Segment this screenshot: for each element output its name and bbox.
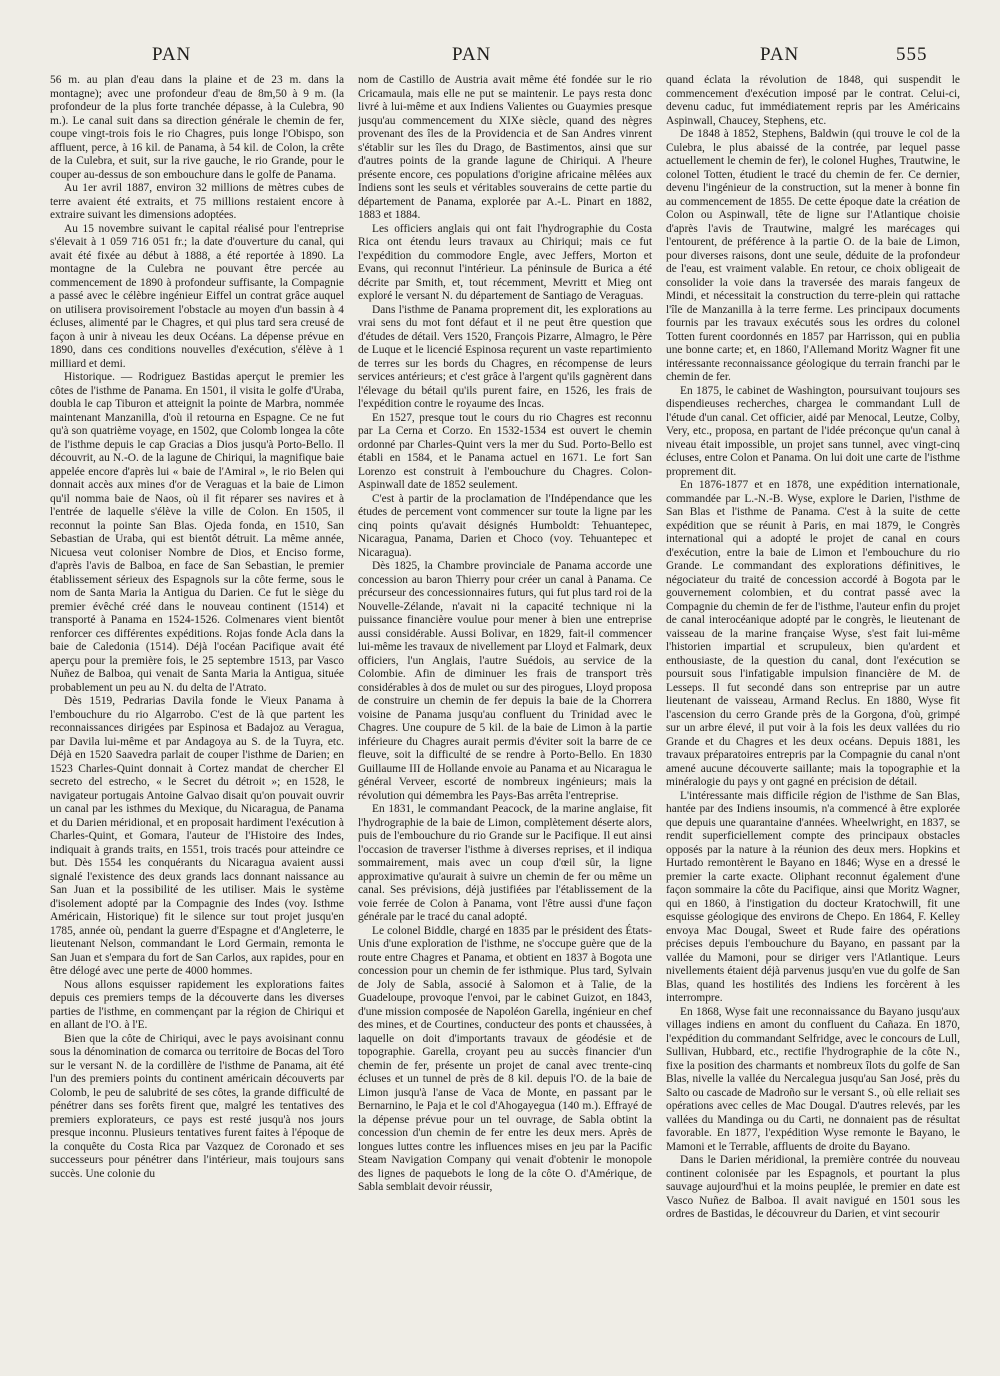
text-column-3 [666, 74, 960, 1364]
paragraph: En 1875, le cabinet de Washington, poursuivant toujours ses dispendieuses recherches, chargea le commandant Lull de l'étude d'un canal. Cet officier, aidé par Menocal, Leutze, Colby, Very, etc., proposa, en partant de l'idée préconçue qu'un canal à niveau était impossible, un projet sans tunnel, avec vingt-cinq écluses, entre Colon et Panama. On lui doit une carte de l'isthme proprement dit. [666, 384, 960, 478]
paragraph: En 1831, le commandant Peacock, de la marine anglaise, fit l'hydrographie de la baie de Limon, complètement déserte alors, puis de l'embouchure du rio Grande sur le Pacifique. Il eut ainsi l'occasion de traverser l'isthme à diverses reprises, et il indiqua sommairement, mais avec un coup d'œil sûr, la ligne approximative qu'aurait à suivre un chemin de fer ou même un canal. Ses prévisions, déjà justifiées par l'établissement de la voie ferrée de Colon à Panama, vont l'être aussi d'une façon générale par le tracé du canal adopté. [358, 803, 652, 923]
running-head-right: PAN [760, 44, 800, 65]
paragraph: Au 1er avril 1887, environ 32 millions de mètres cubes de terre avaient été extraits, et 75 millions restaient encore à extraire suivant les dimensions adoptées. [50, 182, 344, 221]
paragraph: En 1527, presque tout le cours du rio Chagres est reconnu par La Cerna et Corzo. En 1532-1534 est ouvert le chemin ordonné par Charles-Quint vers la mer du Sud. Porto-Bello est établi en 1584, et le Panama actuel en 1671. Le fort San Lorenzo est construit à l'embouchure du Chagres. Colon-Aspinwall date de 1852 seulement. [358, 411, 652, 491]
paragraph: En 1868, Wyse fait une reconnaissance du Bayano jusqu'aux villages indiens en amont du confluent du Cañaza. En 1870, l'expédition du commandant Selfridge, avec le concours de Lull, Sullivan, Hubbard, etc., rectifie l'hydrographie de la côte N., fixe la position des charmants et nombreux îlots du golfe de San Blas, nivelle la vallée du Nercalegua jusqu'au San José, près du Salto ou cascade de Madroño sur le versant S., où elle reliait ses opérations avec celles de Mac Dougal. D'autres relevés, par les vallées du Mandinga ou du Carti, ne donnaient pas de résultat favorable. En 1877, l'expédition Wyse remonte le Bayano, le Mamoni et le Terrable, affluents de droite du Bayano. [666, 1005, 960, 1153]
paragraph: C'est à partir de la proclamation de l'Indépendance que les études de percement vont commencer sur toute la ligne par les cinq points qu'avait désignés Humboldt: Tehuantepec, Nicaragua, Panama, Darien et Choco (voy. Tehuantepec et Nicaragua). [358, 492, 652, 559]
running-head-center: PAN [452, 44, 492, 65]
paragraph: Historique. — Rodriguez Bastidas aperçut le premier les côtes de l'isthme de Panama. En 1501, il visita le golfe d'Uraba, doubla le cap Tiburon et atteignit la pointe de Marbra, nommée maintenant Manzanilla, d'où il retourna en Espagne. Ce ne fut qu'à son quatrième voyage, en 1502, que Colomb longea la côte de l'isthme depuis le cap Gracias a Dios jusqu'à Porto-Bello. Il découvrit, au N.-O. de la lagune de Chiriqui, la magnifique baie appelée encore d'après lui « baie de l'Amiral », le rio Belen qui donnait accès aux mines d'or de Veraguas et la baie de Limon qu'il nomma baie de Naos, où il fit réparer ses navires et à l'entrée de laquelle s'élève la ville de Colon. En 1505, il reconnut la pointe San Blas. Ojeda fonda, en 1510, San Sebastian de Uraba, qui est bientôt détruit. La même année, Nicuesa veut coloniser Nombre de Dios, et Enciso forme, d'après l'avis de Balboa, en face de San Sebastian, le premier établissement sérieux des Espagnols sur la côte ferme, sous le nom de Santa Maria la Antigua du Darien. Ce fut le siège du premier évêché créé dans le nouveau continent (1514) et transporté à Panama en 1524-1526. Colmenares vient bientôt renforcer ces différentes expéditions. Rojas fonde Acla dans la baie de Caledonia (1514). Déjà l'océan Pacifique avait été aperçu pour la première fois, le 25 septembre 1513, par Vasco Nuñez de Balboa, qui venait de Santa Maria la Antigua, située probablement un peu au N. du delta de l'Atrato. [50, 371, 344, 694]
paragraph: Dans le Darien méridional, la première contrée du nouveau continent colonisée par les Espagnols, et pourtant la plus sauvage aujourd'hui et la moins peuplée, le premier en date est Vasco Nuñez de Balboa. Il avait navigué en 1501 sous les ordres de Bastidas, le découvreur du Darien, et vint secourir [666, 1154, 960, 1220]
paragraph: L'intéressante mais difficile région de l'isthme de San Blas, hantée par des Indiens insoumis, n'a commencé à être explorée que depuis une quarantaine d'années. Wheelwright, en 1837, se rendit superficiellement compte des principaux obstacles opposés par la nature à la réunion des deux mers. Hopkins et Hurtado remontèrent le Bayano en 1846; Wyse en a dressé le premier la carte exacte. Oliphant reconnut également d'une façon sommaire la côte du Pacifique, ainsi que Moritz Wagner, qui en 1860, à l'instigation du docteur Kratochwill, fit une esquisse géologique des environs de Chepo. En 1864, F. Kelley envoya Mac Dougal, Sweet et Rude faire des opérations précises depuis l'embouchure du Bayano, en passant par la vallée du Mamoni, pour se diriger vers l'Atlantique. Leurs nivellements étaient déjà parvenus jusqu'en vue du golfe de San Blas, quand les hostilités des Indiens les forcèrent à les interrompre. [666, 789, 960, 1004]
paragraph: Nous allons esquisser rapidement les explorations faites depuis ces premiers temps de la découverte dans les diverses parties de l'isthme, en commençant par la région de Chiriqui et en allant de l'O. à l'E. [50, 978, 344, 1031]
text-column-2 [358, 74, 652, 1364]
paragraph: Dès 1825, la Chambre provinciale de Panama accorde une concession au baron Thierry pour créer un canal à Panama. Ce précurseur des concessionnaires futurs, qui fut plus tard roi de la Nouvelle-Zélande, n'avait ni la capacité technique ni la puissance financière voulue pour mener à bien une entreprise aussi considérable. Aussi Bolivar, en 1829, fait-il commencer lui-même les travaux de nivellement par Lloyd et Falmark, deux officiers, l'un Anglais, l'autre Suédois, au service de la Colombie. Afin de diminuer les frais de transport très considérables à dos de mulet ou sur des pirogues, Lloyd proposa de construire un chemin de fer depuis la baie de la Chorrera voisine de Panama jusqu'au confluent du Trinidad avec le Chagres. Une coupure de 5 kil. de la baie de Limon à la partie inférieure du Chagres aurait permis d'éviter soit la barre de ce fleuve, soit la difficulté de se rendre à Porto-Bello. En 1830 Guillaume III de Hollande envoie au Panama et au Nicaragua le général Verveer, escorté de nombreux ingénieurs; mais la révolution qui démembra les Pays-Bas arrêta l'entreprise. [358, 560, 652, 802]
running-head-left: PAN [152, 44, 192, 65]
page-number: 555 [896, 44, 928, 65]
paragraph: Les officiers anglais qui ont fait l'hydrographie du Costa Rica ont étendu leurs travaux au Chiriqui; mais ce fut l'expédition du commodore Engle, avec Jeffers, Morton et Evans, qui reconnut l'intérieur. La péninsule de Burica a été décrite par Smith, et, tout récemment, Mevritt et Mieg ont exploré le versant N. du département de Santiago de Veraguas. [358, 222, 652, 302]
paragraph: Bien que la côte de Chiriqui, avec le pays avoisinant connu sous la dénomination de comarca ou territoire de Bocas del Toro sur le versant N. de la cordillère de l'isthme de Panama, ait été l'un des premiers points du continent américain découverts par Colomb, le peu de salubrité de ses côtes, la grande difficulté de pénétrer dans ses forêts firent que, malgré les tentatives des premiers explorateurs, ce pays est resté jusqu'à nos jours presque inconnu. Plusieurs tentatives furent faites à l'époque de la conquête du Costa Rica par Vazquez de Coronado et ses successeurs pour pénétrer dans l'intérieur, mais toujours sans succès. Une colonie du [50, 1032, 344, 1180]
text-column-1 [50, 74, 344, 1364]
paragraph: Dans l'isthme de Panama proprement dit, les explorations au vrai sens du mot font défaut et il ne peut être question que d'études de détail. Vers 1520, François Pizarre, Almagro, le Père de Luque et le licencié Espinosa reçurent un vaste repartimiento de terres sur les bords du Chagres, en récompense de leurs services antérieurs; et c'est grâce à l'argent qu'ils gagnèrent dans l'élevage du bétail qu'ils purent faire, en 1526, les frais de l'expédition contre le royaume des Incas. [358, 303, 652, 410]
running-head [0, 44, 1000, 68]
paragraph: quand éclata la révolution de 1848, qui suspendit le commencement d'exécution imposé par le contrat. Celui-ci, devenu caduc, fut immédiatement repris par les Américains Aspinwall, Chaucey, Stephens, etc. [666, 74, 960, 127]
paragraph: Dès 1519, Pedrarias Davila fonde le Vieux Panama à l'embouchure du rio Algarrobo. C'est de là que partent les reconnaissances dirigées par Espinosa et Badajoz au Veragua, par Davila lui-même et par Andagoya au S. de la Tuyra, etc. Déjà en 1520 Saavedra parlait de couper l'isthme de Darien; en 1523 Charles-Quint donnait à Cortez mandat de chercher El secreto del estrecho, « le Secret du détroit »; en 1528, le navigateur portugais Antoine Galvao disait qu'on pouvait ouvrir un canal par les isthmes du Mexique, du Nicaragua, de Panama et du Darien méridional, et en proposait hardiment l'exécution à Charles-Quint, et Gomara, l'auteur de l'Histoire des Indes, indiquait à grands traits, en 1551, trois tracés pour atteindre ce but. Dès 1554 les conquérants du Nicaragua avaient aussi signalé l'existence des deux grands lacs donnant naissance au San Juan et la possibilité de les utiliser. Mais le système d'isolement adopté par la Compagnie des Indes (voy. Isthme Américain, Historique) fit le silence sur tout projet jusqu'en 1785, année où, pendant la guerre d'Espagne et d'Angleterre, le lieutenant Nelson, commandant le Lord Germain, remonta le San Juan et s'empara du fort de San Carlos, aux rapides, pour en être délogé avec une perte de 4000 hommes. [50, 695, 344, 977]
paragraph: 56 m. au plan d'eau dans la plaine et de 23 m. dans la montagne); avec une profondeur d'eau de 8m,50 à 9 m. (la profondeur de la plus forte tranchée dépasse, à la Culebra, 90 m.). Le canal suit dans sa direction générale le chemin de fer, coupe vingt-trois fois le rio Chagres, puis longe l'Obispo, son affluent, perce, à 16 kil. de Panama, à 54 kil. de Colon, la crête de la Culebra, et suit, sur la rive gauche, le rio Grande, pour le couper au-dessus de son embouchure dans le golfe de Panama. [50, 74, 344, 181]
paragraph: De 1848 à 1852, Stephens, Baldwin (qui trouve le col de la Culebra, le plus abaissé de la contrée, par lequel passe actuellement le chemin de fer), le colonel Hughes, Trautwine, le colonel Totten, étudient le tracé du chemin de fer. Ce dernier, devenu l'ingénieur de la construction, sut la mener à bonne fin au commencement de 1855. De cette époque date la création de Colon ou Aspinwall, tête de ligne sur l'Atlantique choisie d'après l'avis de Trautwine, malgré les marécages qui l'entourent, de préférence à la partie O. de la baie de Limon, pour diverses raisons, dont une seule, déduite de la profondeur de l'eau, est vraiment valable. En retour, ce choix obligeait de consolider la voie dans la traversée des marais fangeux de Mindi, et nécessitait la construction du terre-plein qui rattache l'île de Manzanilla à la terre ferme. Les principaux documents fournis par les travaux exécutés sous les ordres du colonel Totten furent coordonnés en 1857 par Harrisson, qui en publia une bonne carte; et, en 1860, l'Allemand Moritz Wagner fit une intéressante reconnaissance géologique du terrain franchi par le chemin de fer. [666, 128, 960, 383]
paragraph: Le colonel Biddle, chargé en 1835 par le président des États-Unis d'une exploration de l'isthme, ne s'occupe guère que de la route entre Chagres et Panama, et obtient en 1837 à Bogota une concession pour un chemin de fer isthmique. Plus tard, Sylvain de Joly de Sabla, associé à Salomon et à Talie, de la Guadeloupe, provoque l'envoi, par le cabinet Guizot, en 1843, d'une mission composée de Napoléon Garella, ingénieur en chef des mines, et de Courtines, conducteur des ponts et chaussées, à laquelle on doit d'importants travaux de géodésie et de topographie. Garella, croyant peu au succès financier d'un chemin de fer, présente un projet de canal avec trente-cinq écluses et un tunnel de près de 8 kil. depuis l'O. de la baie de Limon jusqu'à l'anse de Vaca de Monte, en passant par le Bernarnino, le Paja et le col d'Ahogayegua (140 m.). Effrayé de la dépense prévue pour un tel ouvrage, de Sabla obtint la concession d'un chemin de fer entre les deux mers. Après de longues luttes contre les influences mises en jeu par la Pacific Steam Navigation Company qui venait d'obtenir le monopole des lignes de paquebots le long de la côte O. d'Amérique, de Sabla semblait devoir réussir, [358, 924, 652, 1193]
paragraph: Au 15 novembre suivant le capital réalisé pour l'entreprise s'élevait à 1 059 716 051 fr.; la date d'ouverture du canal, qui avait été fixée au début à 1888, a été reportée à 1890. La montagne de la Culebra ne pouvant être percée au commencement de 1890 à profondeur suffisante, la Compagnie a passé avec le célèbre ingénieur Eiffel un contrat grâce auquel on utilisera provisoirement l'obstacle au moyen d'un bassin à 4 écluses, alimenté par le Chagres, et qui plus tard sera creusé de façon à unir à niveau les deux Océans. La dépense prévue en 1890, dans ces conditions nouvelles d'exécution, s'élève à 1 milliard et demi. [50, 222, 344, 370]
paragraph: En 1876-1877 et en 1878, une expédition internationale, commandée par L.-N.-B. Wyse, explore le Darien, l'isthme de San Blas et l'isthme de Panama. C'est à la suite de cette expédition que se réunit à Paris, en mai 1879, le Congrès international qui a adopté le projet de canal en cours d'exécution, entre la baie de Limon et l'embouchure du rio Grande. Le commandant des explorations définitives, le négociateur du traité de concession accordé à Bogota par le gouvernement colombien, et du contrat passé avec la Compagnie du chemin de fer de l'isthme, l'auteur enfin du projet de canal interocéanique adopté par le congrès, le lieutenant de vaisseau de la marine française Wyse, s'est fait lui-même l'historien impartial et scrupuleux, bien qu'ardent et enthousiaste, de la question du canal, dont l'exécution se poursuit sous l'infatigable impulsion financière de M. de Lesseps. Il fut secondé dans son entreprise par un autre lieutenant de vaisseau, Armand Reclus. En 1880, Wyse fit l'ascension du cerro Grande près de la Gorgona, d'où, grimpé sur un arbre élevé, il put voir à la fois les deux vallées du rio Grande et du Chagres et les deux océans. Depuis 1881, les travaux préparatoires entrepris par la Compagnie du canal n'ont amené aucune découverte saillante; mais la topographie et la minéralogie du pays y ont gagné en précision de détail. [666, 479, 960, 788]
paragraph: nom de Castillo de Austria avait même été fondée sur le rio Cricamaula, mais elle ne put se maintenir. Le pays resta donc livré à lui-même et aux Indiens Valientes ou Guaymies presque jusqu'au commencement du XIXe siècle, quand des nègres provenant des îles de la Providencia et de San Andres vinrent s'établir sur les îles du Drago, de Bastimentos, ainsi que sur d'autres points de la grande lagune de Chiriqui. A l'heure présente encore, ces populations d'origine africaine mêlées aux Indiens sont les seuls et véritables souverains de cette partie du département de Panama, explorée par A.-L. Pinart en 1882, 1883 et 1884. [358, 74, 652, 221]
